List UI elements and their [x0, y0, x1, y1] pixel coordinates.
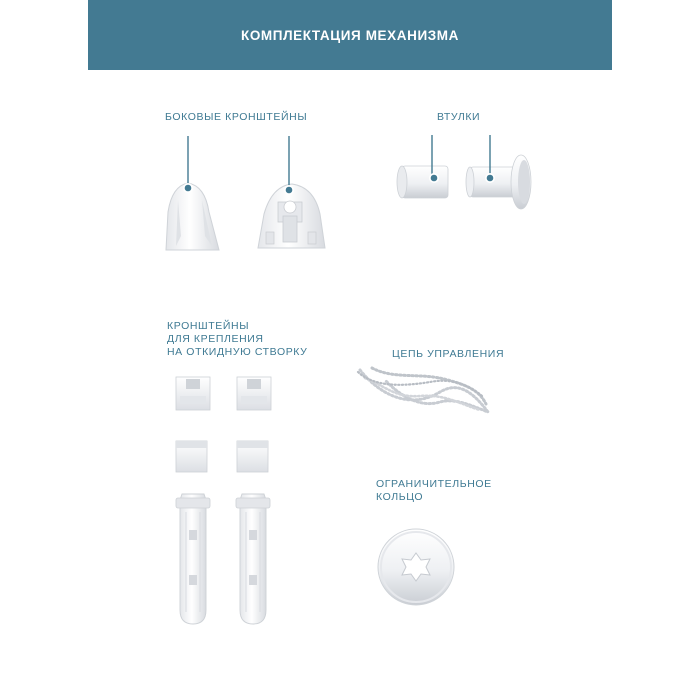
label-sash-brackets-line-2: ДЛЯ КРЕПЛЕНИЯ	[167, 333, 264, 345]
label-limit-ring-line-1: ОГРАНИЧИТЕЛЬНОЕ	[376, 478, 492, 490]
bushing-small	[397, 135, 448, 198]
sash-clip-top-left	[176, 377, 210, 410]
label-sash-brackets-line-1: КРОНШТЕЙНЫ	[167, 320, 250, 332]
label-side-brackets: БОКОВЫЕ КРОНШТЕЙНЫ	[165, 111, 308, 123]
page-title: КОМПЛЕКТАЦИЯ МЕХАНИЗМА	[240, 27, 459, 43]
sash-long-bracket-left	[176, 494, 210, 624]
limit-ring	[378, 529, 454, 605]
sash-clip-top-right	[237, 377, 271, 410]
label-bushings: ВТУЛКИ	[437, 111, 481, 123]
control-chain	[358, 368, 488, 412]
bushing-flanged	[466, 135, 531, 209]
sash-long-bracket-right	[236, 494, 270, 624]
sash-plate-left	[176, 441, 207, 472]
side-bracket-pinned	[258, 136, 325, 248]
label-sash-brackets-line-3: НА ОТКИДНУЮ СТВОРКУ	[167, 346, 308, 358]
label-control-chain: ЦЕПЬ УПРАВЛЕНИЯ	[392, 348, 505, 360]
label-limit-ring-line-2: КОЛЬЦО	[376, 491, 424, 503]
side-bracket-plain	[166, 136, 219, 250]
sash-plate-right	[237, 441, 268, 472]
